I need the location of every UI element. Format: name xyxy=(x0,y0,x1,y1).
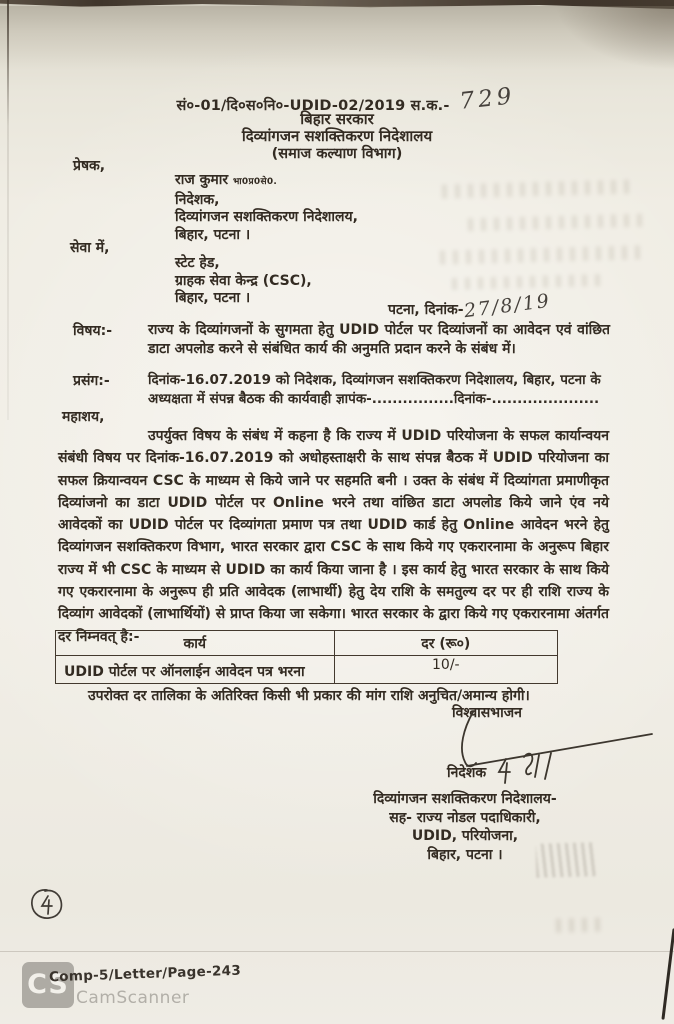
sender-label: प्रेषक, xyxy=(73,158,106,174)
reference-label: प्रसंग:- xyxy=(73,373,110,389)
sender-name: राज कुमार xyxy=(175,172,229,188)
sender-address-block xyxy=(175,172,358,244)
subject-label: विषय:- xyxy=(73,323,113,339)
recipient-address-block xyxy=(175,255,312,308)
subject-text: राज्य के दिव्यांगजनों के सुगमता हेतु UDID पोर्टल पर दिव्यांजनों का आवेदन एवं वांछित डाटा अपलोड करने से संबंधित कार्य की अनुमति प्रदान करने के संबंध में। xyxy=(148,322,610,357)
government-name: बिहार सरकार xyxy=(300,110,374,128)
page-stamp-text: Comp-5/Letter/Page-243 xyxy=(48,962,242,986)
signatory-office-line3: UDID, परियोजना, xyxy=(411,828,519,844)
rate-table-header-row xyxy=(56,631,558,656)
recipient-designation: स्टेट हेड, xyxy=(175,255,220,271)
dateline-printed: पटना, दिनांक- xyxy=(388,302,464,318)
reference-text: दिनांक-16.07.2019 को निदेशक, दिव्यांगजन सशक्तिकरण निदेशालय, बिहार, पटना के अध्यक्षता में संपन्न बैठक की कार्यवाही ज्ञापंक-................दिनांक-..................... xyxy=(148,372,601,407)
scan-left-edge-artifact xyxy=(7,0,9,420)
recipient-label: सेवा में, xyxy=(70,240,110,256)
letter-ref-number: सं०-01/दि०स०नि०-UDID-02/2019 स.क.- xyxy=(176,98,450,114)
rate-table-header-task: कार्य xyxy=(56,631,335,656)
valediction: विश्वासभाजन xyxy=(452,705,522,721)
dateline xyxy=(388,289,552,323)
department-name: (समाज कल्याण विभाग) xyxy=(271,146,403,162)
bleed-through-artifact xyxy=(442,179,637,198)
handwritten-date: 27/8/19 xyxy=(462,289,552,323)
sender-service-abbrev: भा0प्र0से0. xyxy=(232,177,278,187)
signatory-office-line2: सह- राज्य नोडल पदाधिकारी, xyxy=(389,809,541,826)
scan-crease-line xyxy=(0,951,674,952)
recipient-office: ग्राहक सेवा केन्द्र (CSC), xyxy=(175,272,312,289)
camscanner-logo-icon: CS xyxy=(22,962,74,1008)
rate-table-cell-rate: 10/- xyxy=(334,656,557,684)
sender-name-line xyxy=(175,172,358,192)
rate-table-row xyxy=(56,656,558,684)
signatory-office-line4: बिहार, पटना । xyxy=(427,846,503,863)
rate-table-header-rate: दर (रू०) xyxy=(334,631,557,656)
directorate-name: दिव्यांगजन सशक्तिकरण निदेशालय xyxy=(241,127,433,145)
handwritten-circled-number xyxy=(28,886,66,922)
bleed-through-artifact xyxy=(452,274,602,290)
rate-table xyxy=(55,630,558,684)
scan-shadow-band xyxy=(0,6,674,76)
sender-designation: निदेशक, xyxy=(175,191,220,208)
rate-table-cell-task: UDID पोर्टल पर ऑनलाईन आवेदन पत्र भरना xyxy=(56,656,335,684)
rate-note: उपरोक्त दर तालिका के अतिरिक्त किसी भी प्रकार की मांग राशि अनुचित/अमान्य होगी। xyxy=(88,688,530,704)
signatory-office-line1: दिव्यांगजन सशक्तिकरण निदेशालय- xyxy=(373,791,557,807)
salutation: महाशय, xyxy=(62,409,105,425)
bleed-through-artifact xyxy=(556,917,606,932)
bleed-through-artifact xyxy=(440,245,640,264)
sender-office: दिव्यांगजन सशक्तिकरण निदेशालय, xyxy=(175,209,358,225)
recipient-place: बिहार, पटना । xyxy=(175,290,251,306)
handwritten-dispatch-number: 729 xyxy=(457,83,517,115)
bleed-through-artifact xyxy=(468,214,643,232)
signatory-designation: निदेशक xyxy=(447,765,487,781)
scan-corner-crease xyxy=(661,928,674,1020)
camscanner-watermark: CamScanner xyxy=(76,988,190,1008)
sender-place: बिहार, पटना । xyxy=(175,226,251,243)
signatory-office-block xyxy=(320,790,610,864)
letter-body-paragraph: उपर्युक्त विषय के संबंध में कहना है कि राज्य में UDID परियोजना के सफल कार्यान्वयन संबंधी विषय पर दिनांक-16.07.2019 को अधोहस्ताक्षरी के साथ संपन्न बैठक में UDID परियोजना का सफल क्रियान्वयन CSC के माध्यम से किये जाने पर सहमति बनी । उक्त के संबंध में दिव्यांगता प्रमाणीकृत दिव्यांजनो का डाटा UDID पोर्टल पर Online भरने तथा वांछित डाटा अपलोड किये जाने एंव नये आवेदकों का UDID पोर्टल पर दिव्यांगता प्रमाण पत्र तथा UDID कार्ड हेतु Online आवेदन भरने हेतु दिव्यांगजन सशक्तिकरण विभाग, भारत सरकार द्वारा CSC के साथ किये गए एकरारनामा के अनुरूप बिहार राज्य में भी CSC के माध्यम से UDID का कार्य किया जाना है । इस कार्य हेतु भारत सरकार के साथ किये गए एकरारनामा के अनुरूप ही प्रति आवेदक (लाभार्थी) हेतु देय राशि के समतुल्य दर पर ही राशि राज्य के दिव्यांग आवेदकों (लाभार्थियों) से प्राप्त किया जा सकेगा। भारत सरकार के द्वारा किये गए एकरारनामा अंतर्गत दर निम्नवत् है:- xyxy=(58,428,609,645)
